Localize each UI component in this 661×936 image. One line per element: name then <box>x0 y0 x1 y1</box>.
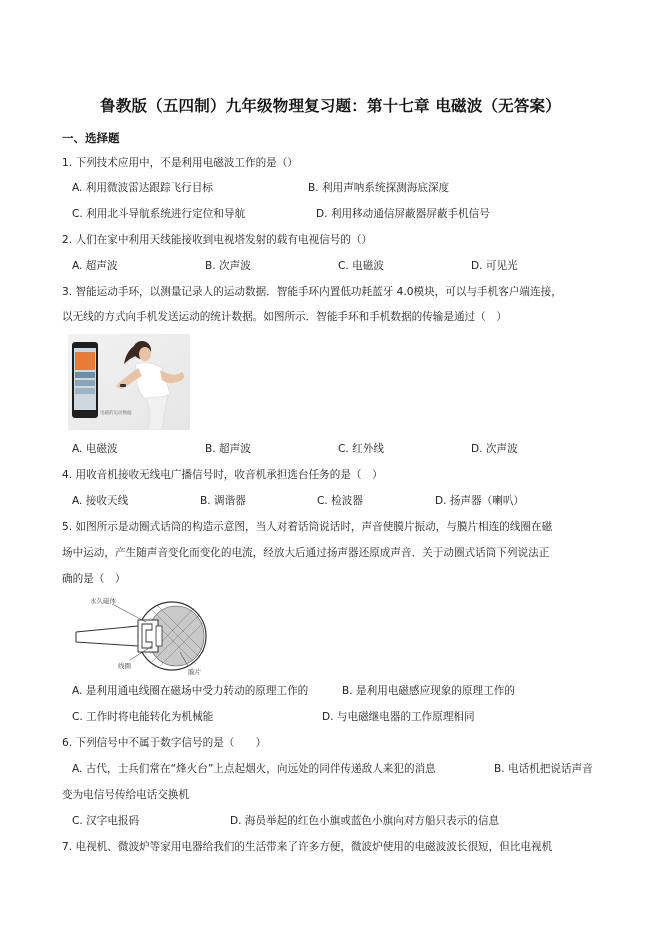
question-4-option-a: A. 接收天线 <box>72 495 129 507</box>
question-6-option-b: B. 电话机把说话声音 <box>494 763 593 775</box>
section-heading: 一、选择题 <box>62 131 120 145</box>
label-permanent-magnet: 永久磁体 <box>90 597 116 605</box>
question-4-stem: 4. 用收音机接收无线电广播信号时，收音机承担选台任务的是（ ） <box>62 469 383 481</box>
question-4-option-d: D. 扬声器（喇叭） <box>435 495 525 507</box>
question-2-option-a: A. 超声波 <box>72 260 118 272</box>
question-4-option-c: C. 检波器 <box>317 495 363 507</box>
question-3-stem-line-2: 以无线的方式向手机发送运动的统计数据。如图所示．智能手环和手机数据的传输是通过（ ） <box>62 311 507 323</box>
dynamic-microphone-diagram <box>72 596 222 676</box>
question-2-option-d: D. 可见光 <box>471 260 518 272</box>
question-4-option-b: B. 调谐器 <box>200 495 246 507</box>
phone-caption: 电磁的运动数据 <box>100 411 132 416</box>
question-6-stem: 6. 下列信号中不属于数字信号的是（ ） <box>62 737 267 749</box>
question-5-option-c: C. 工作时将电能转化为机械能 <box>72 711 214 723</box>
page-title: 鲁教版（五四制）九年级物理复习题：第十七章 电磁波（无答案） <box>100 96 561 115</box>
question-5-option-d: D. 与电磁继电器的工作原理相同 <box>322 711 475 723</box>
question-5-option-a: A. 是利用通电线圈在磁场中受力转动的原理工作的 <box>72 685 309 697</box>
label-coil: 线圈 <box>118 662 131 670</box>
question-5-option-b: B. 是利用电磁感应现象的原理工作的 <box>342 685 515 697</box>
question-2-option-c: C. 电磁波 <box>338 260 384 272</box>
question-3-option-b: B. 超声波 <box>205 443 251 455</box>
runner-with-phone-image <box>68 334 190 430</box>
question-5-stem-line-2: 场中运动，产生随声音变化而变化的电流，经放大后通过扬声器还原成声音．关于动圈式话筒下列说法正 <box>62 547 550 559</box>
question-3-option-c: C. 红外线 <box>338 443 384 455</box>
question-3-option-a: A. 电磁波 <box>72 443 118 455</box>
question-2-stem: 2. 人们在家中利用天线能接收到电视塔发射的载有电视信号的（） <box>62 234 373 246</box>
label-diaphragm: 膜片 <box>188 668 201 676</box>
question-1-option-c: C. 利用北斗导航系统进行定位和导航 <box>72 208 246 220</box>
question-3-option-d: D. 次声波 <box>471 443 518 455</box>
question-7-stem: 7. 电视机、微波炉等家用电器给我们的生活带来了许多方便，微波炉使用的电磁波波长很短，但比电视机 <box>62 841 553 853</box>
question-5-stem-line-3: 确的是（ ） <box>62 573 126 585</box>
question-6-option-c: C. 汉字电报码 <box>72 815 140 827</box>
question-1-option-a: A. 利用微波雷达跟踪飞行目标 <box>72 182 213 194</box>
question-1-option-b: B. 利用声呐系统探测海底深度 <box>308 182 450 194</box>
question-5-stem-line-1: 5. 如图所示是动圈式话筒的构造示意图，当人对着话筒说话时，声音使膜片振动，与膜片相连的线圈在磁 <box>62 521 553 533</box>
question-1-stem: 1. 下列技术应用中，不是利用电磁波工作的是（） <box>62 157 298 169</box>
question-6-option-d: D. 海员举起的红色小旗或蓝色小旗向对方船只表示的信息 <box>230 815 500 827</box>
question-6-option-a: A. 古代，士兵们常在“烽火台”上点起烟火，向远处的同伴传递敌人来犯的消息 <box>72 763 436 775</box>
question-1-option-d: D. 利用移动通信屏蔽器屏蔽手机信号 <box>316 208 490 220</box>
question-2-option-b: B. 次声波 <box>205 260 251 272</box>
question-3-stem-line-1: 3. 智能运动手环，以测量记录人的运动数据．智能手环内置低功耗蓝牙 4.0模块，可以与手机客户端连接， <box>62 286 562 298</box>
question-6-option-b-continued: 变为电信号传给电话交换机 <box>62 789 190 801</box>
